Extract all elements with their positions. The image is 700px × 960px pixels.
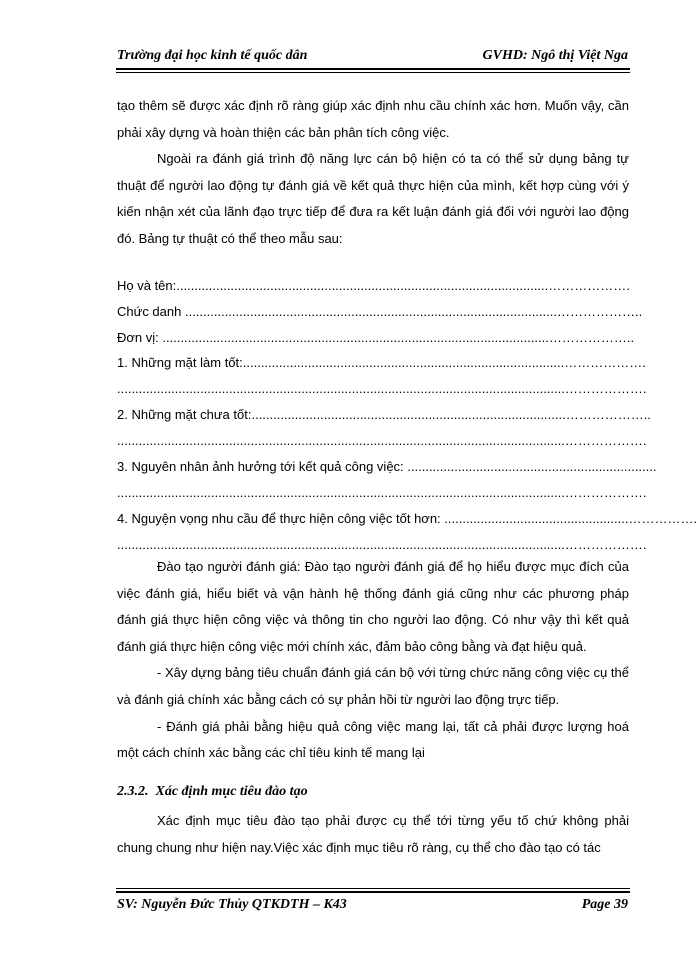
footer-page-number: Page 39 — [581, 897, 628, 912]
form-line-name: Họ và tên:.......................................................................................................………………. — [117, 278, 630, 293]
header-rule-thick — [116, 68, 630, 70]
form-line-unit: Đơn vị: ...........................................................................................................……………….. — [117, 330, 635, 345]
form-line-strengths: 1. Những mặt làm tốt:.........................................................................................………………. — [117, 355, 646, 370]
form-line-strengths-cont: ............................................................................................................................………………. — [117, 381, 647, 396]
section-number: 2.3.2. — [117, 784, 149, 799]
form-line-causes: 3. Nguyên nhân ảnh hưởng tới kết quả công việc: ..................................................................... — [117, 459, 657, 474]
form-line-weaknesses: 2. Những mặt chưa tốt:.......................................................................................……………….. — [117, 407, 651, 422]
body-paragraph-1: Đào tạo người đánh giá: Đào tạo người đánh giá để họ hiểu được mục đích của việc đánh giá, hiểu biết và vận hành hệ thống đánh giá cũng như các phương pháp đánh giá thực hiện công việc và thông tin cho người lao động. Có như vậy thì kết quả đánh giá thực hiện công việc mới chính xác, đảm bảo công bằng và đạt hiệu quả. — [117, 559, 629, 654]
body-paragraph-3: - Đánh giá phải bằng hiệu quả công việc mang lại, tất cả phải được lượng hoá một cách chính xác bằng các chỉ tiêu kinh tế mang lại — [117, 718, 629, 761]
footer-student: SV: Nguyễn Đức Thủy QTKDTH – K43 — [117, 897, 347, 912]
footer-rule-thick — [116, 891, 630, 893]
header-school-name: Trường đại học kinh tế quốc dân — [117, 48, 308, 63]
body-paragraph-2: - Xây dựng bảng tiêu chuẩn đánh giá cán bộ với từng chức năng công việc cụ thể và đánh giá chính xác bằng cách có sự phản hồi từ người lao động trực tiếp. — [117, 665, 629, 707]
section-body-block — [117, 808, 629, 861]
intro-paragraph-1: tạo thêm sẽ được xác định rõ ràng giúp xác định nhu cầu chính xác hơn. Muốn vậy, cần phải xây dựng và hoàn thiện các bản phân tích công việc. — [117, 98, 629, 140]
section-heading — [117, 784, 308, 800]
body-block — [117, 554, 629, 767]
form-line-causes-cont: ............................................................................................................................………………. — [117, 485, 647, 500]
section-title: Xác định mục tiêu đào tạo — [155, 784, 308, 799]
header-advisor: GVHD: Ngô thị Việt Nga — [482, 48, 628, 63]
form-line-wishes-cont: ............................................................................................................................………………. — [117, 537, 647, 552]
section-body-paragraph: Xác định mục tiêu đào tạo phải được cụ thể tới từng yếu tố chứ không phải chung chung như hiện nay.Việc xác định mục tiêu rõ ràng, cụ thể cho đào tạo có tác — [117, 813, 629, 855]
intro-paragraph-2: Ngoài ra đánh giá trình độ năng lực cán bộ hiện có ta có thể sử dụng bảng tự thuật để người lao động tự đánh giá về kết quả thực hiện của mình, kết hợp cùng với ý kiến nhận xét của lãnh đạo trực tiếp để đưa ra kết luận đánh giá đối với người lao động đó. Bảng tự thuật có thể theo mẫu sau: — [117, 151, 629, 246]
form-line-weaknesses-cont: ............................................................................................................................………………. — [117, 433, 647, 448]
intro-block — [117, 93, 629, 253]
form-line-wishes: 4. Nguyện vọng nhu cầu để thực hiện công việc tốt hơn: ...................................................……………. — [117, 511, 698, 526]
footer-rule-thin — [116, 888, 630, 889]
header-rule-thin — [116, 72, 630, 73]
form-line-title: Chức danh .......................................................................................................……………….. — [117, 304, 643, 319]
